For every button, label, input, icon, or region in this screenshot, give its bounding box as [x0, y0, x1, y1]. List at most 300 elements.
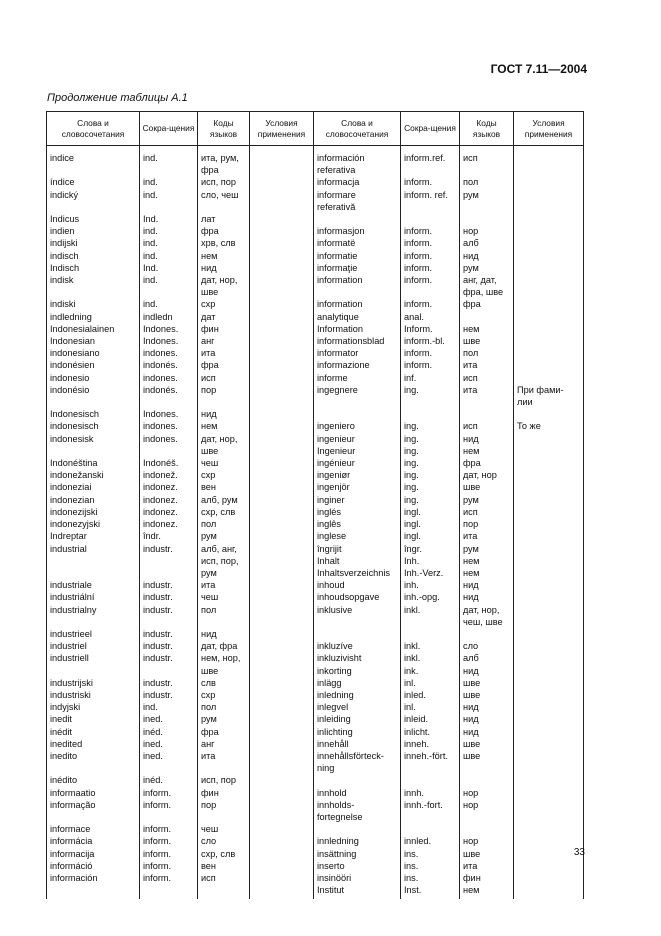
conditions-right-cell: При фами- лии	[514, 384, 584, 408]
table-row	[47, 774, 584, 786]
codes-left-cell: пол	[198, 604, 250, 628]
table-row	[47, 713, 584, 725]
conditions-right-cell	[514, 347, 584, 359]
abbrev-left-cell: indonez.	[140, 481, 198, 493]
codes-right-cell: фра	[460, 298, 514, 310]
abbrev-right-cell: inform.-bl.	[401, 335, 460, 347]
word-right-cell: informator	[314, 347, 401, 359]
word-left-cell: Indonesialainen	[47, 323, 140, 335]
header-abbrev-left: Сокра-щения	[140, 112, 198, 146]
abbrev-right-cell: inl.	[401, 701, 460, 713]
abbrev-right-cell: inneh.-fört.	[401, 750, 460, 774]
conditions-left-cell	[250, 225, 314, 237]
codes-right-cell: фра	[460, 457, 514, 469]
abbrev-left-cell: indonés.	[140, 384, 198, 408]
abbrev-right-cell: inneh.	[401, 738, 460, 750]
abbrev-left-cell: inform.	[140, 872, 198, 899]
codes-right-cell: фин нем	[460, 872, 514, 899]
codes-left-cell: дат, фра	[198, 640, 250, 652]
codes-right-cell: пол	[460, 176, 514, 188]
word-right-cell: inkluzivisht inkorting	[314, 652, 401, 676]
codes-left-cell: рум	[198, 713, 250, 725]
codes-left-cell: хрв, слв	[198, 237, 250, 249]
abbrev-right-cell	[401, 213, 460, 225]
codes-right-cell: нем	[460, 323, 514, 335]
conditions-right-cell	[514, 335, 584, 347]
word-right-cell: ingenjör	[314, 481, 401, 493]
conditions-right-cell	[514, 738, 584, 750]
abbrev-left-cell: indones.	[140, 420, 198, 432]
conditions-right-cell	[514, 713, 584, 725]
codes-left-cell: нид	[198, 408, 250, 420]
codes-right-cell: шве	[460, 481, 514, 493]
abbrev-left-cell: inéd.	[140, 774, 198, 786]
abbrev-right-cell: inform.	[401, 237, 460, 249]
word-right-cell: inglês	[314, 518, 401, 530]
table-row	[47, 408, 584, 420]
codes-right-cell: ита	[460, 530, 514, 542]
word-left-cell: indonésien	[47, 359, 140, 371]
abbrev-left-cell: inform.	[140, 823, 198, 835]
word-left-cell: Indonéština	[47, 457, 140, 469]
conditions-right-cell	[514, 469, 584, 481]
word-right-cell: inkluzíve	[314, 640, 401, 652]
table-row	[47, 860, 584, 872]
word-right-cell: ingeniero	[314, 420, 401, 432]
codes-left-cell: алб, анг, исп, пор, рум	[198, 543, 250, 580]
word-left-cell: indien	[47, 225, 140, 237]
conditions-right-cell	[514, 481, 584, 493]
conditions-left-cell	[250, 787, 314, 799]
abbrev-right-cell: inled.	[401, 689, 460, 701]
codes-left-cell: исп	[198, 872, 250, 899]
conditions-left-cell	[250, 860, 314, 872]
table-row	[47, 359, 584, 371]
table-row	[47, 726, 584, 738]
codes-left-cell: фра	[198, 225, 250, 237]
abbrev-left-cell: ined.	[140, 750, 198, 774]
conditions-left-cell	[250, 481, 314, 493]
codes-left-cell: исп, пор	[198, 774, 250, 786]
word-left-cell: informaatio	[47, 787, 140, 799]
conditions-left-cell	[250, 408, 314, 420]
conditions-left-cell	[250, 359, 314, 371]
abbrev-right-cell: anal.	[401, 311, 460, 323]
word-left-cell: informação	[47, 799, 140, 823]
conditions-left-cell	[250, 335, 314, 347]
header-words-left: Слова и словосочетания	[47, 112, 140, 146]
conditions-right-cell	[514, 677, 584, 689]
table-row	[47, 469, 584, 481]
word-left-cell: industrieel	[47, 628, 140, 640]
word-left-cell: Indonesian	[47, 335, 140, 347]
codes-right-cell: ита	[460, 860, 514, 872]
word-left-cell: Indicus	[47, 213, 140, 225]
abbrev-left-cell: industr.	[140, 689, 198, 701]
abbrev-left-cell: ind.	[140, 176, 198, 188]
word-right-cell: informacja	[314, 176, 401, 188]
table-row	[47, 543, 584, 580]
word-right-cell	[314, 213, 401, 225]
abbrev-right-cell: Inform.	[401, 323, 460, 335]
word-right-cell: information	[314, 274, 401, 298]
word-right-cell: información referativa	[314, 146, 401, 177]
conditions-right-cell	[514, 146, 584, 177]
conditions-right-cell	[514, 591, 584, 603]
abbrev-left-cell: inéd.	[140, 726, 198, 738]
table-row	[47, 298, 584, 310]
word-right-cell: inleiding	[314, 713, 401, 725]
codes-left-cell: пол	[198, 701, 250, 713]
codes-left-cell: анг	[198, 738, 250, 750]
word-right-cell	[314, 774, 401, 786]
conditions-right-cell	[514, 799, 584, 823]
abbrev-right-cell	[401, 628, 460, 640]
codes-left-cell: ита	[198, 347, 250, 359]
table-row	[47, 433, 584, 457]
word-left-cell: industriale	[47, 579, 140, 591]
conditions-right-cell	[514, 628, 584, 640]
codes-left-cell: пор	[198, 799, 250, 823]
word-left-cell: inédit	[47, 726, 140, 738]
word-left-cell: indonezyjski	[47, 518, 140, 530]
conditions-left-cell	[250, 457, 314, 469]
abbrev-left-cell: indonés.	[140, 359, 198, 371]
abbrev-right-cell: ing.	[401, 420, 460, 432]
word-right-cell	[314, 408, 401, 420]
codes-left-cell: пор	[198, 384, 250, 408]
abbrev-right-cell: ins.	[401, 860, 460, 872]
table-body	[47, 146, 584, 900]
conditions-left-cell	[250, 799, 314, 823]
codes-right-cell	[460, 213, 514, 225]
conditions-right-cell	[514, 189, 584, 213]
conditions-right-cell	[514, 872, 584, 899]
table-row	[47, 823, 584, 835]
word-left-cell: industriell	[47, 652, 140, 676]
abbrev-left-cell: ind.	[140, 225, 198, 237]
conditions-right-cell	[514, 213, 584, 225]
conditions-left-cell	[250, 274, 314, 298]
abbrev-right-cell: inform.ref.	[401, 146, 460, 177]
table-row	[47, 274, 584, 298]
table-row	[47, 237, 584, 249]
word-right-cell: ingénieur	[314, 457, 401, 469]
table-row	[47, 835, 584, 847]
abbrev-right-cell: inkl.	[401, 604, 460, 628]
codes-left-cell: фин	[198, 323, 250, 335]
abbrev-right-cell: inform.	[401, 274, 460, 298]
table-row	[47, 628, 584, 640]
table-row	[47, 311, 584, 323]
conditions-left-cell	[250, 677, 314, 689]
table-row	[47, 652, 584, 676]
word-right-cell: Information	[314, 323, 401, 335]
conditions-left-cell	[250, 311, 314, 323]
abbrev-right-cell	[401, 408, 460, 420]
word-left-cell: indický	[47, 189, 140, 213]
word-right-cell	[314, 628, 401, 640]
word-left-cell: inédito	[47, 774, 140, 786]
conditions-left-cell	[250, 689, 314, 701]
word-right-cell: inlägg	[314, 677, 401, 689]
conditions-right-cell	[514, 518, 584, 530]
abbrev-right-cell: îngr. Inh. Inh.-Verz.	[401, 543, 460, 580]
codes-left-cell: нем	[198, 420, 250, 432]
conditions-right-cell	[514, 530, 584, 542]
conditions-left-cell	[250, 604, 314, 628]
codes-left-cell: схр, слв	[198, 506, 250, 518]
table-row	[47, 146, 584, 177]
word-left-cell: informacija	[47, 848, 140, 860]
conditions-left-cell	[250, 750, 314, 774]
codes-right-cell: шве	[460, 335, 514, 347]
word-left-cell: indonésio	[47, 384, 140, 408]
codes-left-cell: нем	[198, 250, 250, 262]
standard-number: ГОСТ 7.11—2004	[490, 62, 587, 76]
word-left-cell: inedited	[47, 738, 140, 750]
word-left-cell: industrijski	[47, 677, 140, 689]
word-left-cell: Indonesisch	[47, 408, 140, 420]
header-conditions-left: Условия применения	[250, 112, 314, 146]
conditions-left-cell	[250, 433, 314, 457]
word-left-cell: industriální	[47, 591, 140, 603]
codes-right-cell: исп	[460, 420, 514, 432]
abbrev-left-cell: inform.	[140, 860, 198, 872]
word-right-cell: informare referativă	[314, 189, 401, 213]
abbrev-right-cell: inkl. ink.	[401, 652, 460, 676]
abbrev-left-cell: industr.	[140, 591, 198, 603]
abbrev-right-cell: inform.	[401, 176, 460, 188]
conditions-left-cell	[250, 506, 314, 518]
table-row	[47, 738, 584, 750]
conditions-right-cell	[514, 860, 584, 872]
word-left-cell: indisch	[47, 250, 140, 262]
conditions-right-cell	[514, 579, 584, 591]
codes-right-cell: рум нем нем	[460, 543, 514, 580]
abbrev-right-cell: ing.	[401, 481, 460, 493]
conditions-right-cell	[514, 543, 584, 580]
header-abbrev-right: Сокра-щения	[401, 112, 460, 146]
abbrev-right-cell: inlicht.	[401, 726, 460, 738]
page-number: 33	[573, 847, 585, 858]
table-row	[47, 701, 584, 713]
table-row	[47, 384, 584, 408]
codes-left-cell: чеш	[198, 591, 250, 603]
abbrev-right-cell: inkl.	[401, 640, 460, 652]
conditions-left-cell	[250, 774, 314, 786]
abbrev-right-cell: inf.	[401, 372, 460, 384]
conditions-right-cell	[514, 250, 584, 262]
table-row	[47, 579, 584, 591]
conditions-right-cell	[514, 774, 584, 786]
abbrev-left-cell: indones.	[140, 433, 198, 457]
codes-right-cell: нид	[460, 713, 514, 725]
codes-left-cell: фин	[198, 787, 250, 799]
abbrev-left-cell: Indones.	[140, 323, 198, 335]
abbrev-left-cell: industr.	[140, 604, 198, 628]
abbrev-right-cell: ing. ing.	[401, 433, 460, 457]
conditions-right-cell	[514, 835, 584, 847]
abbrev-left-cell: Ind.	[140, 262, 198, 274]
word-left-cell: informace	[47, 823, 140, 835]
codes-left-cell: слв	[198, 677, 250, 689]
word-left-cell: industrial	[47, 543, 140, 580]
abbrev-left-cell: industr.	[140, 677, 198, 689]
codes-right-cell: шве	[460, 677, 514, 689]
word-right-cell: inginer	[314, 494, 401, 506]
codes-right-cell: исп	[460, 506, 514, 518]
abbrev-right-cell: inform.	[401, 250, 460, 262]
conditions-left-cell	[250, 579, 314, 591]
conditions-left-cell	[250, 213, 314, 225]
codes-right-cell: нид	[460, 726, 514, 738]
codes-left-cell: схр	[198, 469, 250, 481]
codes-right-cell: ита	[460, 384, 514, 408]
abbrev-left-cell: ined.	[140, 738, 198, 750]
word-left-cell: indonezian	[47, 494, 140, 506]
word-left-cell: indledning	[47, 311, 140, 323]
word-right-cell: analytique	[314, 311, 401, 323]
codes-right-cell: нор	[460, 835, 514, 847]
codes-right-cell: исп	[460, 372, 514, 384]
word-right-cell: informasjon	[314, 225, 401, 237]
table-caption: Продолжение таблицы А.1	[47, 92, 188, 104]
codes-left-cell: нид	[198, 262, 250, 274]
table-row	[47, 591, 584, 603]
conditions-left-cell	[250, 640, 314, 652]
table-row	[47, 604, 584, 628]
abbrev-left-cell: indonez.	[140, 506, 198, 518]
conditions-right-cell	[514, 225, 584, 237]
table-row	[47, 689, 584, 701]
abbrev-left-cell: îndr.	[140, 530, 198, 542]
codes-right-cell: сло	[460, 640, 514, 652]
abbrev-right-cell: inform.	[401, 262, 460, 274]
codes-right-cell: рум	[460, 189, 514, 213]
conditions-left-cell	[250, 262, 314, 274]
abbrev-left-cell: Indones.	[140, 408, 198, 420]
codes-right-cell: дат, нор	[460, 469, 514, 481]
codes-left-cell: нем, нор, шве	[198, 652, 250, 676]
table-header-row	[47, 112, 584, 146]
codes-right-cell: нид	[460, 701, 514, 713]
abbrev-left-cell: indonez.	[140, 494, 198, 506]
header-words-right: Слова и словосочетания	[314, 112, 401, 146]
abbrev-right-cell: ingl.	[401, 518, 460, 530]
word-left-cell: indonesisch	[47, 420, 140, 432]
codes-right-cell	[460, 311, 514, 323]
codes-left-cell: пол	[198, 518, 250, 530]
word-right-cell: insättning	[314, 848, 401, 860]
abbrev-left-cell: indledn	[140, 311, 198, 323]
conditions-left-cell	[250, 726, 314, 738]
conditions-right-cell	[514, 701, 584, 713]
conditions-left-cell	[250, 250, 314, 262]
table-row	[47, 872, 584, 899]
word-left-cell: indonesio	[47, 372, 140, 384]
codes-left-cell: исп, пор	[198, 176, 250, 188]
table-row	[47, 506, 584, 518]
word-left-cell: Indisch	[47, 262, 140, 274]
codes-right-cell: нид	[460, 591, 514, 603]
word-left-cell: indyjski	[47, 701, 140, 713]
word-left-cell: información	[47, 872, 140, 899]
abbrev-left-cell: industr.	[140, 628, 198, 640]
conditions-left-cell	[250, 835, 314, 847]
word-right-cell: îngrijit Inhalt Inhaltsverzeichnis	[314, 543, 401, 580]
conditions-left-cell	[250, 176, 314, 188]
word-right-cell: informe	[314, 372, 401, 384]
table-row	[47, 262, 584, 274]
abbrev-right-cell: ins.	[401, 848, 460, 860]
codes-left-cell: ита	[198, 579, 250, 591]
conditions-left-cell	[250, 469, 314, 481]
codes-left-cell: сло, чеш	[198, 189, 250, 213]
table-row	[47, 494, 584, 506]
conditions-right-cell	[514, 176, 584, 188]
word-right-cell: inglese	[314, 530, 401, 542]
codes-left-cell: схр	[198, 689, 250, 701]
word-right-cell: insinööri Institut	[314, 872, 401, 899]
abbrev-right-cell: ingl.	[401, 530, 460, 542]
codes-right-cell: нид	[460, 579, 514, 591]
header-conditions-right: Условия применения	[514, 112, 584, 146]
conditions-left-cell	[250, 298, 314, 310]
abbrev-left-cell: indones.	[140, 347, 198, 359]
abbrev-left-cell: inform.	[140, 848, 198, 860]
word-right-cell: informatë	[314, 237, 401, 249]
word-left-cell: indoneziai	[47, 481, 140, 493]
conditions-right-cell	[514, 323, 584, 335]
table-row	[47, 518, 584, 530]
codes-left-cell: нид	[198, 628, 250, 640]
word-left-cell: índice	[47, 176, 140, 188]
abbrev-left-cell: indonež.	[140, 469, 198, 481]
word-right-cell: innehållsförteck- ning	[314, 750, 401, 774]
codes-right-cell	[460, 823, 514, 835]
conditions-left-cell	[250, 848, 314, 860]
conditions-right-cell	[514, 359, 584, 371]
abbrev-left-cell: ind.	[140, 189, 198, 213]
codes-left-cell: чеш	[198, 823, 250, 835]
conditions-right-cell	[514, 457, 584, 469]
abbrev-right-cell: ins. Inst.	[401, 872, 460, 899]
abbrev-right-cell: ing.	[401, 494, 460, 506]
codes-left-cell: вен	[198, 481, 250, 493]
word-left-cell: inedit	[47, 713, 140, 725]
conditions-right-cell	[514, 494, 584, 506]
conditions-right-cell	[514, 372, 584, 384]
codes-right-cell: нид нем	[460, 433, 514, 457]
word-left-cell: indijski	[47, 237, 140, 249]
abbrev-left-cell: industr.	[140, 579, 198, 591]
codes-right-cell: исп	[460, 146, 514, 177]
conditions-right-cell	[514, 823, 584, 835]
word-right-cell: innhold	[314, 787, 401, 799]
abbrev-right-cell: ing.	[401, 457, 460, 469]
abbrev-right-cell: inh.-opg.	[401, 591, 460, 603]
word-left-cell: indisk	[47, 274, 140, 298]
table-row	[47, 640, 584, 652]
table-row	[47, 481, 584, 493]
codes-right-cell: шве	[460, 750, 514, 774]
codes-right-cell: шве	[460, 848, 514, 860]
word-left-cell: információ	[47, 860, 140, 872]
word-right-cell: ingeniør	[314, 469, 401, 481]
table-row	[47, 250, 584, 262]
conditions-right-cell	[514, 604, 584, 628]
